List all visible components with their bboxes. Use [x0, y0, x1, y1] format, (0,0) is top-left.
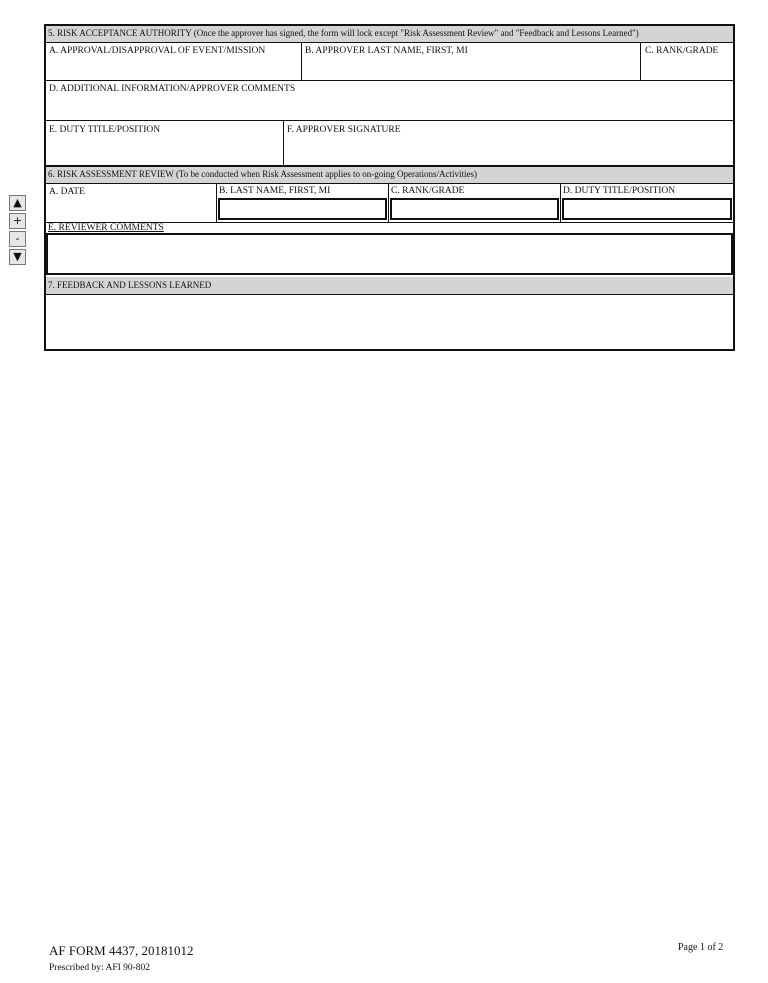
approver-signature-label: F. APPROVER SIGNATURE — [287, 125, 401, 135]
approver-rank-field[interactable] — [641, 43, 733, 80]
feedback-input[interactable] — [46, 295, 733, 349]
reviewer-rank-label: C. RANK/GRADE — [391, 186, 465, 196]
page-number: Page 1 of 2 — [678, 942, 724, 953]
review-date-field[interactable] — [46, 184, 216, 222]
down-arrow-icon: ▼ — [13, 250, 22, 263]
reviewer-duty-input[interactable] — [562, 198, 732, 220]
form-id: AF FORM 4437, 20181012 — [49, 943, 194, 958]
approval-field[interactable] — [46, 43, 301, 80]
section-7-title: 7. FEEDBACK AND LESSONS LEARNED — [48, 280, 212, 290]
move-down-button[interactable] — [9, 249, 26, 265]
section-6-header — [46, 167, 733, 183]
additional-info-field[interactable] — [46, 81, 733, 120]
reviewer-name-input[interactable] — [218, 198, 387, 220]
section-6-title: 6. RISK ASSESSMENT REVIEW (To be conducted when Risk Assessment applies to on-going Operations/Activities) — [48, 169, 478, 179]
reviewer-comments-label: E. REVIEWER COMMENTS — [48, 223, 164, 233]
remove-row-button[interactable] — [9, 231, 26, 247]
duty-title-label: E. DUTY TITLE/POSITION — [49, 125, 161, 135]
approver-name-label: B. APPROVER LAST NAME, FIRST, MI — [305, 46, 468, 56]
approver-rank-label: C. RANK/GRADE — [645, 46, 719, 56]
duty-title-field[interactable] — [46, 121, 283, 165]
up-arrow-icon: ▲ — [13, 196, 22, 209]
minus-icon: - — [15, 232, 20, 245]
review-date-label: A. DATE — [49, 187, 85, 197]
section-7-header — [46, 277, 733, 294]
plus-icon: + — [12, 214, 23, 227]
move-up-button[interactable] — [9, 195, 26, 211]
additional-info-label: D. ADDITIONAL INFORMATION/APPROVER COMMENTS — [49, 84, 296, 94]
add-row-button[interactable] — [9, 213, 26, 229]
reviewer-rank-input[interactable] — [390, 198, 559, 220]
section-5-header — [46, 26, 733, 42]
prescribed-by: Prescribed by: AFI 90-802 — [49, 963, 151, 973]
reviewer-name-label: B. LAST NAME, FIRST, MI — [219, 186, 331, 196]
reviewer-duty-label: D. DUTY TITLE/POSITION — [563, 186, 676, 196]
approval-label: A. APPROVAL/DISAPPROVAL OF EVENT/MISSION — [49, 46, 266, 56]
approver-name-field[interactable] — [302, 43, 640, 80]
section-5-title: 5. RISK ACCEPTANCE AUTHORITY (Once the approver has signed, the form will lock except "Risk Assessment Review" and "Feedback and Lessons Learned") — [48, 28, 639, 38]
reviewer-comments-input[interactable] — [46, 233, 733, 275]
approver-signature-field[interactable] — [284, 121, 733, 165]
